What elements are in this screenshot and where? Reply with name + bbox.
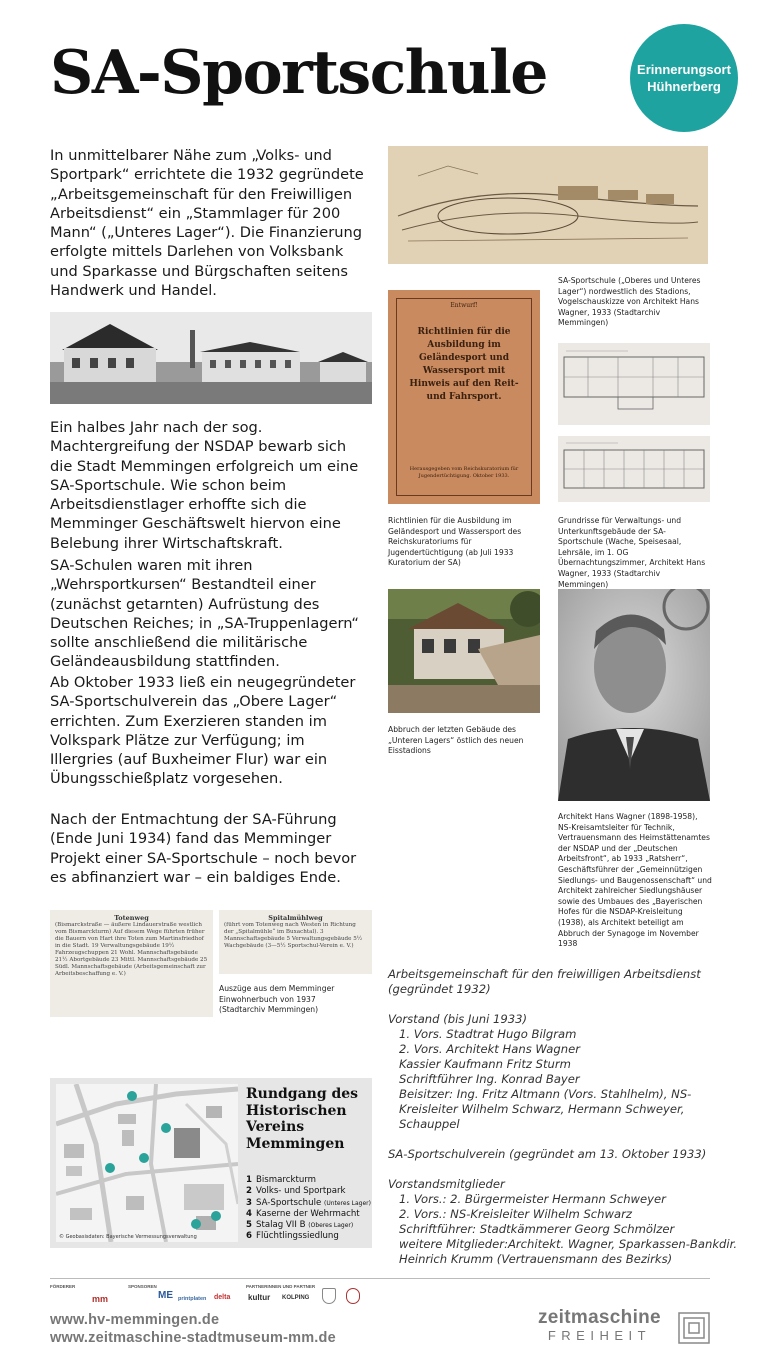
board-member: Kassier Kaufmann Fritz Sturm [399,1057,571,1071]
clipping-right-title: Spitalmühlweg [268,914,323,922]
tour-map-panel [50,1078,372,1248]
caption-sketch: SA-Sportschule („Oberes und Unteres Lager“) nordwestlich des Stadions, Vogelschauskizze von Architekt Hans Wagner, 1933 (Stadtarchiv Memmingen) [558,276,701,328]
caption-plans: Grundrisse für Verwaltungs- und Unterkunftsgebäude der SA-Sportschule (Wache, Speisesaal, Lehrsäle, im 1. OG Übernachtungszimmer, Architekt Hans Wagner, 1933 (Stadtarchiv Memmingen) [558,516,706,589]
org-founded: (gegründet 1932) [388,982,491,996]
board-heading: Vorstand (bis Juni 1933) [388,1012,528,1026]
paragraph-wehrsport: SA-Schulen waren mit ihren „Wehrsportkursen“ Bestandteil einer (zunächst getarnten) Aufrüstung des Deutschen Reiches; in „SA-Truppenlagern“ sollte anschließend die militärische Geländeausbildung stattfinden. [50,557,359,671]
board-member: 1. Vors. Stadtrat Hugo Bilgram [399,1027,577,1041]
location-badge [630,24,738,132]
club-member: 2. Vors.: NS-Kreisleiter Wilhelm Schwarz [399,1207,632,1221]
intro-paragraph: In unmittelbarer Nähe zum „Volks- und Sportpark“ errichtete die 1932 gegründete „Arbeitsgemeinschaft für den Freiwilligen Arbeitsdienst“ ein „Stammlager für 200 Mann“ („Unteres Lager“). Die Finanzierung erfolgte mittels Darlehen von Volksbank und Sparkasse und Bürgschaften seitens Handwerk und Handel. [50,147,364,300]
board-member: Beisitzer: Ing. Fritz Altmann (Vors. Stahlhelm), NS-Kreisleiter Wilhelm Schwarz, Hermann Schweyer, Schauppel [399,1087,692,1131]
portrait-hans-wagner [558,589,710,801]
logo-kultur: kultur [248,1293,271,1302]
book-stamp: Entwurf! [450,302,478,309]
badge-line-1: Erinnerungsort [637,62,731,77]
tour-stop: 5 Stalag VII B (Oberes Lager) [246,1220,354,1231]
org-title: Arbeitsgemeinschaft für den freiwilligen Arbeitsdienst [388,967,701,981]
board-member: Schriftführer Ing. Konrad Bayer [399,1072,580,1086]
paragraph-oberes-lager: Ab Oktober 1933 ließ ein neugegründeter SA-Sportschulverein das „Obere Lager“ errichten. Zum Exerzieren standen im Volkspark Plätze zur Verfügung; im Illergries (auf Buxheimer Flur) war ein Übungsschießplatz vorgesehen. [50,674,356,788]
sponsor-logos [50,1284,380,1310]
barracks-photo [50,312,372,404]
club-title: SA-Sportschulverein (gegründet am 13. Oktober 1933) [388,1147,707,1161]
demolition-photo [388,589,540,713]
barracks-photo-image [50,312,372,404]
guidelines-book-cover [388,290,540,504]
organization-info [388,967,738,1267]
portrait-image [558,589,710,801]
logo-me: ME [158,1290,173,1301]
addressbook-clipping-left [50,910,213,1017]
clipping-right-body: (führt vom Totenweg nach Westen in Richtung der „Spitalmühle“ im Buxachtal). 3 Mannschaftsgebäude 5 Verwaltungsgebäude 5½ Wachgebäude (3—5½ Sportschul-Verein e. V.) [224,922,363,949]
demolition-photo-image [388,589,540,713]
tour-stop: 4 Kaserne der Wehrmacht [246,1208,360,1219]
tour-stop: 2 Volks- und Sportpark [246,1186,346,1197]
tour-map-graphic [56,1084,238,1242]
tour-stop: 1 Bismarckturm [246,1175,317,1185]
club-member: weitere Mitglieder:Architekt. Wagner, Sparkassen-Bankdir. [399,1237,738,1251]
floor-plan-upper-drawing [558,436,710,502]
clipping-left-body: (Bismarckstraße — äußere Lindauerstraße westlich vom Bismarckturm) Auf diesem Wege führten früher die Bauern von Hart ihre Toten zum Martinsfriedhof in die Stadt. 19 Verwaltungsgebäude 19½ Fahrzeugschuppen 21 Wohl. Mannschaftsgebäude 21½ Abortgebäude 23 Mittl. Mannschaftsgebäude 25 Südl. Mannschaftsgebäude (Arbeitsgemeinschaft zur Arbeitsbeschaffung e. V.) [55,922,208,977]
addressbook-clipping-right [219,910,372,974]
club-member: Schriftführer: Stadtkämmerer Georg Schmölzer [399,1222,675,1236]
book-footer: Herausgegeben vom Reichskuratorium für Jugendertüchtigung. Oktober 1933. [409,466,519,479]
logo-mm: mm [92,1294,109,1304]
logo-crest-2 [346,1288,360,1304]
brand-line-2: FREIHEIT [547,1328,652,1343]
label-partner: PARTNERINNEN UND PARTNER [246,1284,316,1289]
board-member: 2. Vors. Architekt Hans Wagner [399,1042,580,1056]
map-credit: © Geobasisdaten: Bayerische Vermessungsverwaltung [59,1234,197,1240]
aerial-sketch [388,146,708,264]
logo-delta: delta [214,1294,231,1301]
tour-heading: Rundgang des Historischen Vereins Memmingen [246,1086,359,1152]
zeitmaschine-icon [678,1312,710,1344]
caption-book: Richtlinien für die Ausbildung im Geländesport und Wassersport des Reichskuratoriums für Jugendertüchtigung (ab Juli 1933 Kuratorium der SA) [388,516,522,568]
label-foerderer: FÖRDERER [50,1284,76,1289]
label-sponsoren: SPONSOREN [128,1284,157,1289]
caption-demolition: Abbruch der letzten Gebäude des „Unteren Lagers“ östlich des neuen Eisstadions [388,725,524,756]
members-heading: Vorstandsmitglieder [388,1177,505,1191]
zeitmaschine-logo [538,1308,661,1344]
caption-addressbook: Auszüge aus dem Memminger Einwohnerbuch von 1937 (Stadtarchiv Memmingen) [219,984,335,1015]
page-title: SA-Sportschule [50,38,547,108]
caption-wagner: Architekt Hans Wagner (1898-1958), NS-Kreisamtsleiter für Technik, Vertrauensmann des Heimstättenamtes der NSDAP und der „Deutschen Arbeitsfront“, ab 1933 „Ratsherr“, Geschäftsführer der „Gemeinnützigen Siedlungs- und Baugenossenschaft“ und Architekt zahlreicher Siedlungshäuser sowie des Umbaues des „Bayerischen Hofes für die NSDAP-Kreisleitung (1938), als Architekt beteiligt am Abbruch der Synagoge im November 1938 [558,812,712,949]
book-title: Richtlinien für die Ausbildung im Geländesport und Wassersport mit Hinweis auf den Reit- und Fahrsport. [409,327,519,402]
club-member: Heinrich Krumm (Vertrauensmann des Bezirks) [399,1252,673,1266]
clipping-left-title: Totenweg [114,914,149,922]
tour-stop: 3 SA-Sportschule (Unteres Lager) [246,1197,371,1208]
brand-line-1: zeitmaschine [538,1307,661,1328]
paragraph-sa-sportschule: Ein halbes Jahr nach der sog. Machtergreifung der NSDAP bewarb sich die Stadt Memmingen erfolgreich um eine SA-Sportschule. Wie schon beim Arbeitsdienstlager erhoffte sich die Memminger Geschäftswelt hiervon eine Belebung ihrer Wirtschaftskraft. [50,419,359,552]
logo-crest-1 [322,1288,336,1304]
badge-line-2: Hühnerberg [647,79,721,94]
club-member: 1. Vors.: 2. Bürgermeister Hermann Schweyer [399,1192,666,1206]
paragraph-end: Nach der Entmachtung der SA-Führung (Ende Juni 1934) fand das Memminger Projekt einer SA-Sportschule – noch bevor es abfinanziert war – ein baldiges Ende. [50,811,357,886]
floor-plan-ground [558,343,710,425]
tour-stops-list [246,1175,371,1243]
floor-plan-upper [558,436,710,502]
floor-plan-ground-drawing [558,343,710,425]
footer-divider [50,1278,710,1279]
aerial-sketch-drawing [388,146,708,264]
website-link-hv[interactable]: www.hv-memmingen.de [50,1312,220,1328]
tour-map [56,1084,238,1242]
logo-kolping: KOLPING [282,1295,310,1301]
tour-stop: 6 Flüchtlingssiedlung [246,1231,339,1242]
logo-printplaten: printplaten [178,1296,207,1302]
website-link-zeitmaschine[interactable]: www.zeitmaschine-stadtmuseum-mm.de [50,1330,336,1346]
